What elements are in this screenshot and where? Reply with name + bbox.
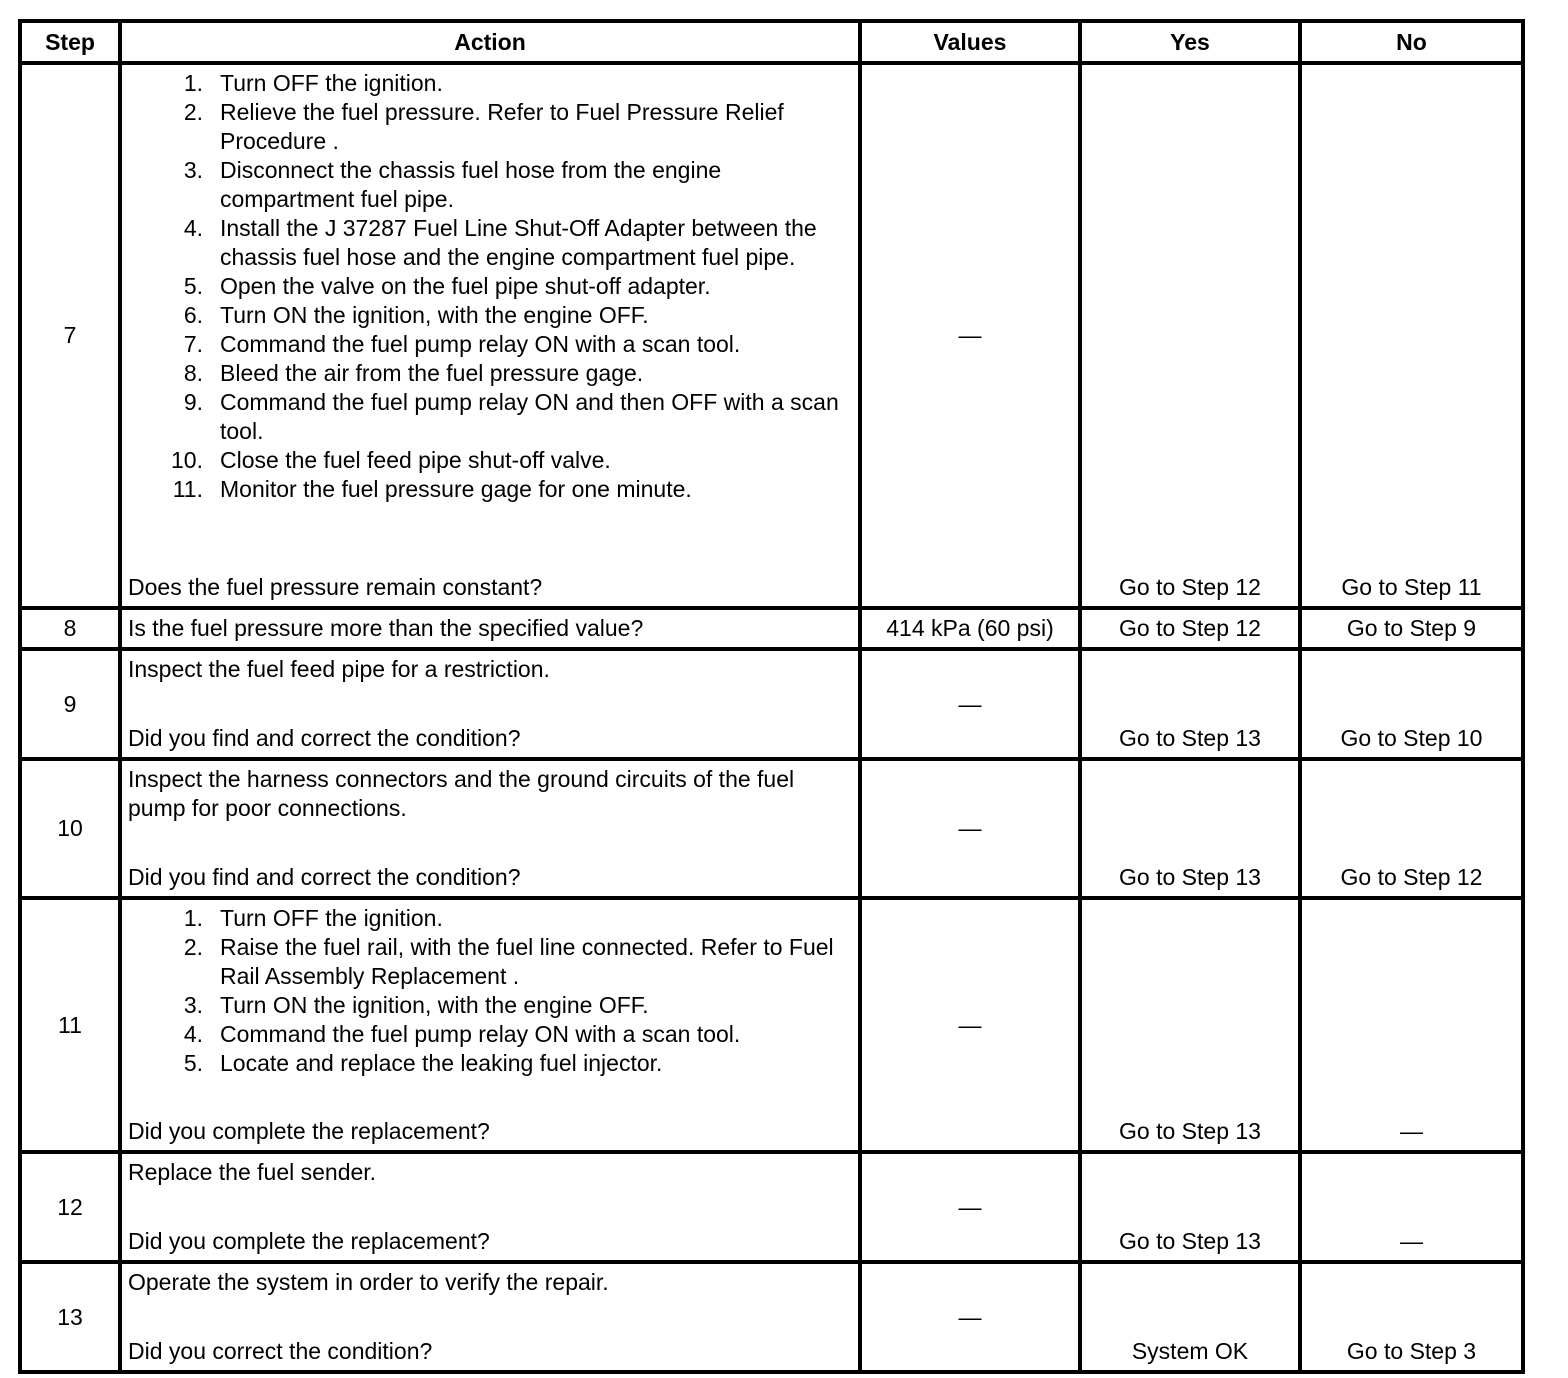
values-cell: — [860,1262,1080,1372]
list-item: 2. Raise the fuel rail, with the fuel line connected. Refer to Fuel Rail Assembly Replacement . [183,934,834,989]
no-cell: Go to Step 11 [1300,63,1523,608]
action-cell [120,63,860,608]
table-row [20,898,1523,1152]
no-cell: Go to Step 10 [1300,649,1523,759]
list-item: 7. Command the fuel pump relay ON with a scan tool. [183,331,741,357]
list-item: 4. Command the fuel pump relay ON with a scan tool. [183,1021,741,1047]
question-text: Does the fuel pressure remain constant? [128,574,543,600]
values-cell: — [860,898,1080,1152]
no-cell: Go to Step 9 [1300,608,1523,649]
header-values: Values [860,21,1080,63]
values-cell: — [860,649,1080,759]
values-cell: — [860,63,1080,608]
table-row [20,63,1523,608]
action-text: Operate the system in order to verify the repair. [128,1269,609,1295]
values-cell: 414 kPa (60 psi) [860,608,1080,649]
action-text: Inspect the fuel feed pipe for a restriction. [128,656,550,682]
list-item: 8. Bleed the air from the fuel pressure gage. [183,360,644,386]
step-number: 10 [20,759,120,898]
no-cell: — [1300,898,1523,1152]
action-cell [120,608,860,649]
step-number: 12 [20,1152,120,1262]
procedure-list [128,904,852,1078]
no-cell: — [1300,1152,1523,1262]
question-text: Did you find and correct the condition? [128,864,521,890]
header-no: No [1300,21,1523,63]
yes-cell: Go to Step 13 [1080,898,1300,1152]
action-cell [120,1262,860,1372]
yes-cell: System OK [1080,1262,1300,1372]
header-yes: Yes [1080,21,1300,63]
step-number: 13 [20,1262,120,1372]
action-cell [120,649,860,759]
table-row [20,608,1523,649]
question-text: Did you complete the replacement? [128,1118,490,1144]
yes-cell: Go to Step 13 [1080,1152,1300,1262]
yes-cell: Go to Step 12 [1080,63,1300,608]
question-text: Is the fuel pressure more than the specified value? [128,615,644,641]
procedure-list [128,69,852,504]
table-row [20,649,1523,759]
action-cell [120,759,860,898]
list-item: 11. Monitor the fuel pressure gage for one minute. [172,476,692,502]
no-cell: Go to Step 3 [1300,1262,1523,1372]
list-item: 6. Turn ON the ignition, with the engine OFF. [183,302,649,328]
list-item: 10. Close the fuel feed pipe shut-off valve. [171,447,611,473]
header-step: Step [20,21,120,63]
no-cell: Go to Step 12 [1300,759,1523,898]
list-item: 3. Disconnect the chassis fuel hose from the engine compartment fuel pipe. [183,157,722,212]
question-text: Did you find and correct the condition? [128,725,521,751]
table-row [20,1262,1523,1372]
values-cell: — [860,759,1080,898]
list-item: 1. Turn OFF the ignition. [183,70,443,96]
list-item: 3. Turn ON the ignition, with the engine OFF. [183,992,649,1018]
yes-cell: Go to Step 12 [1080,608,1300,649]
header-action: Action [120,21,860,63]
values-cell: — [860,1152,1080,1262]
question-text: Did you correct the condition? [128,1338,433,1364]
step-number: 7 [20,63,120,608]
question-text: Did you complete the replacement? [128,1228,490,1254]
action-cell [120,898,860,1152]
list-item: 5. Locate and replace the leaking fuel injector. [183,1050,663,1076]
list-item: 9. Command the fuel pump relay ON and then OFF with a scan tool. [183,389,839,444]
step-number: 11 [20,898,120,1152]
step-number: 8 [20,608,120,649]
list-item: 4. Install the J 37287 Fuel Line Shut-Off Adapter between the chassis fuel hose and the engine compartment fuel pipe. [183,215,817,270]
yes-cell: Go to Step 13 [1080,649,1300,759]
action-cell [120,1152,860,1262]
diagnostic-table [18,19,1525,1374]
list-item: 2. Relieve the fuel pressure. Refer to Fuel Pressure Relief Procedure . [183,99,784,154]
table-row [20,1152,1523,1262]
header-row [20,21,1523,63]
yes-cell: Go to Step 13 [1080,759,1300,898]
list-item: 1. Turn OFF the ignition. [183,905,443,931]
action-text: Inspect the harness connectors and the ground circuits of the fuel pump for poor connections. [128,766,795,821]
list-item: 5. Open the valve on the fuel pipe shut-off adapter. [183,273,711,299]
table-row [20,759,1523,898]
step-number: 9 [20,649,120,759]
action-text: Replace the fuel sender. [128,1159,377,1185]
